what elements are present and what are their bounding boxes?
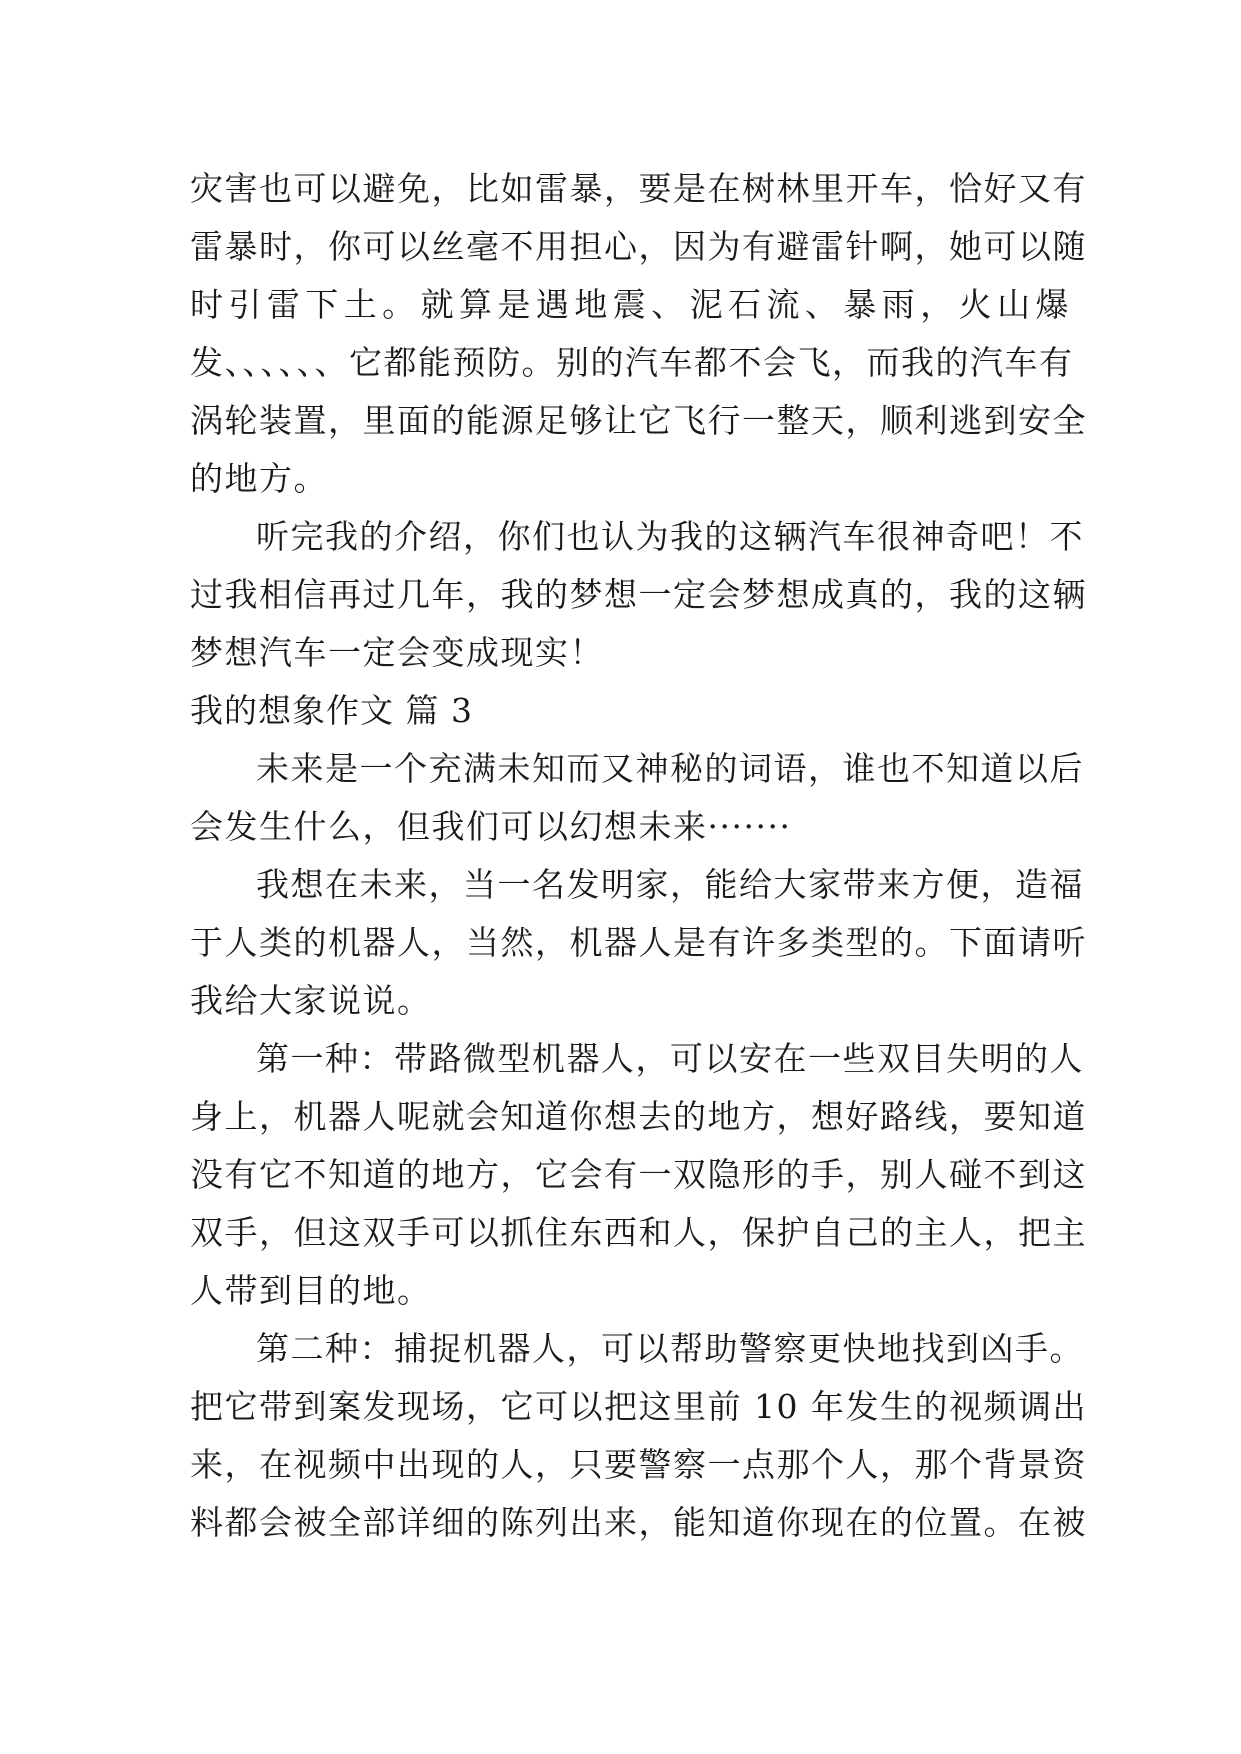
text-line: 把它带到案发现场，它可以把这里前 10 年发生的视频调出 xyxy=(190,1387,1087,1426)
text-line: 料都会被全部详细的陈列出来，能知道你现在的位置。在被 xyxy=(190,1503,1087,1542)
paragraph-start-line: 未来是一个充满未知而又神秘的词语，谁也不知道以后 xyxy=(256,749,1084,788)
text-line: 来，在视频中出现的人，只要警察一点那个人，那个背景资 xyxy=(190,1445,1087,1484)
text-line: 发、、、、、、它都能预防。别的汽车都不会飞，而我的汽车有 xyxy=(190,343,1074,382)
text-line: 的地方。 xyxy=(190,459,328,498)
text-line: 于人类的机器人，当然，机器人是有许多类型的。下面请听 xyxy=(190,923,1087,962)
paragraph-start-line: 我想在未来，当一名发明家，能给大家带来方便，造福 xyxy=(256,865,1084,904)
text-line: 双手，但这双手可以抓住东西和人，保护自己的主人，把主 xyxy=(190,1213,1087,1252)
text-line: 我给大家说说。 xyxy=(190,981,432,1020)
text-line: 梦想汽车一定会变成现实！ xyxy=(190,633,604,672)
text-line: 人带到目的地。 xyxy=(190,1271,432,1310)
paragraph-start-line: 第二种：捕捉机器人，可以帮助警察更快地找到凶手。 xyxy=(256,1329,1084,1368)
text-line: 会发生什么，但我们可以幻想未来······· xyxy=(190,807,792,846)
text-line: 过我相信再过几年，我的梦想一定会梦想成真的，我的这辆 xyxy=(190,575,1087,614)
text-line: 雷暴时，你可以丝毫不用担心，因为有避雷针啊，她可以随 xyxy=(190,227,1087,266)
section-heading: 我的想象作文 篇 3 xyxy=(190,691,473,730)
text-line: 时引雷下土。就算是遇地震、泥石流、暴雨，火山爆 xyxy=(190,285,1070,324)
paragraph-start-line: 第一种：带路微型机器人，可以安在一些双目失明的人 xyxy=(256,1039,1084,1078)
text-line: 身上，机器人呢就会知道你想去的地方，想好路线，要知道 xyxy=(190,1097,1087,1136)
paragraph-start-line: 听完我的介绍，你们也认为我的这辆汽车很神奇吧！不 xyxy=(256,517,1084,556)
body-text xyxy=(190,160,1087,1552)
text-line: 没有它不知道的地方，它会有一双隐形的手，别人碰不到这 xyxy=(190,1155,1087,1194)
text-line: 涡轮装置，里面的能源足够让它飞行一整天，顺利逃到安全 xyxy=(190,401,1087,440)
text-line: 灾害也可以避免，比如雷暴，要是在树林里开车，恰好又有 xyxy=(190,169,1087,208)
